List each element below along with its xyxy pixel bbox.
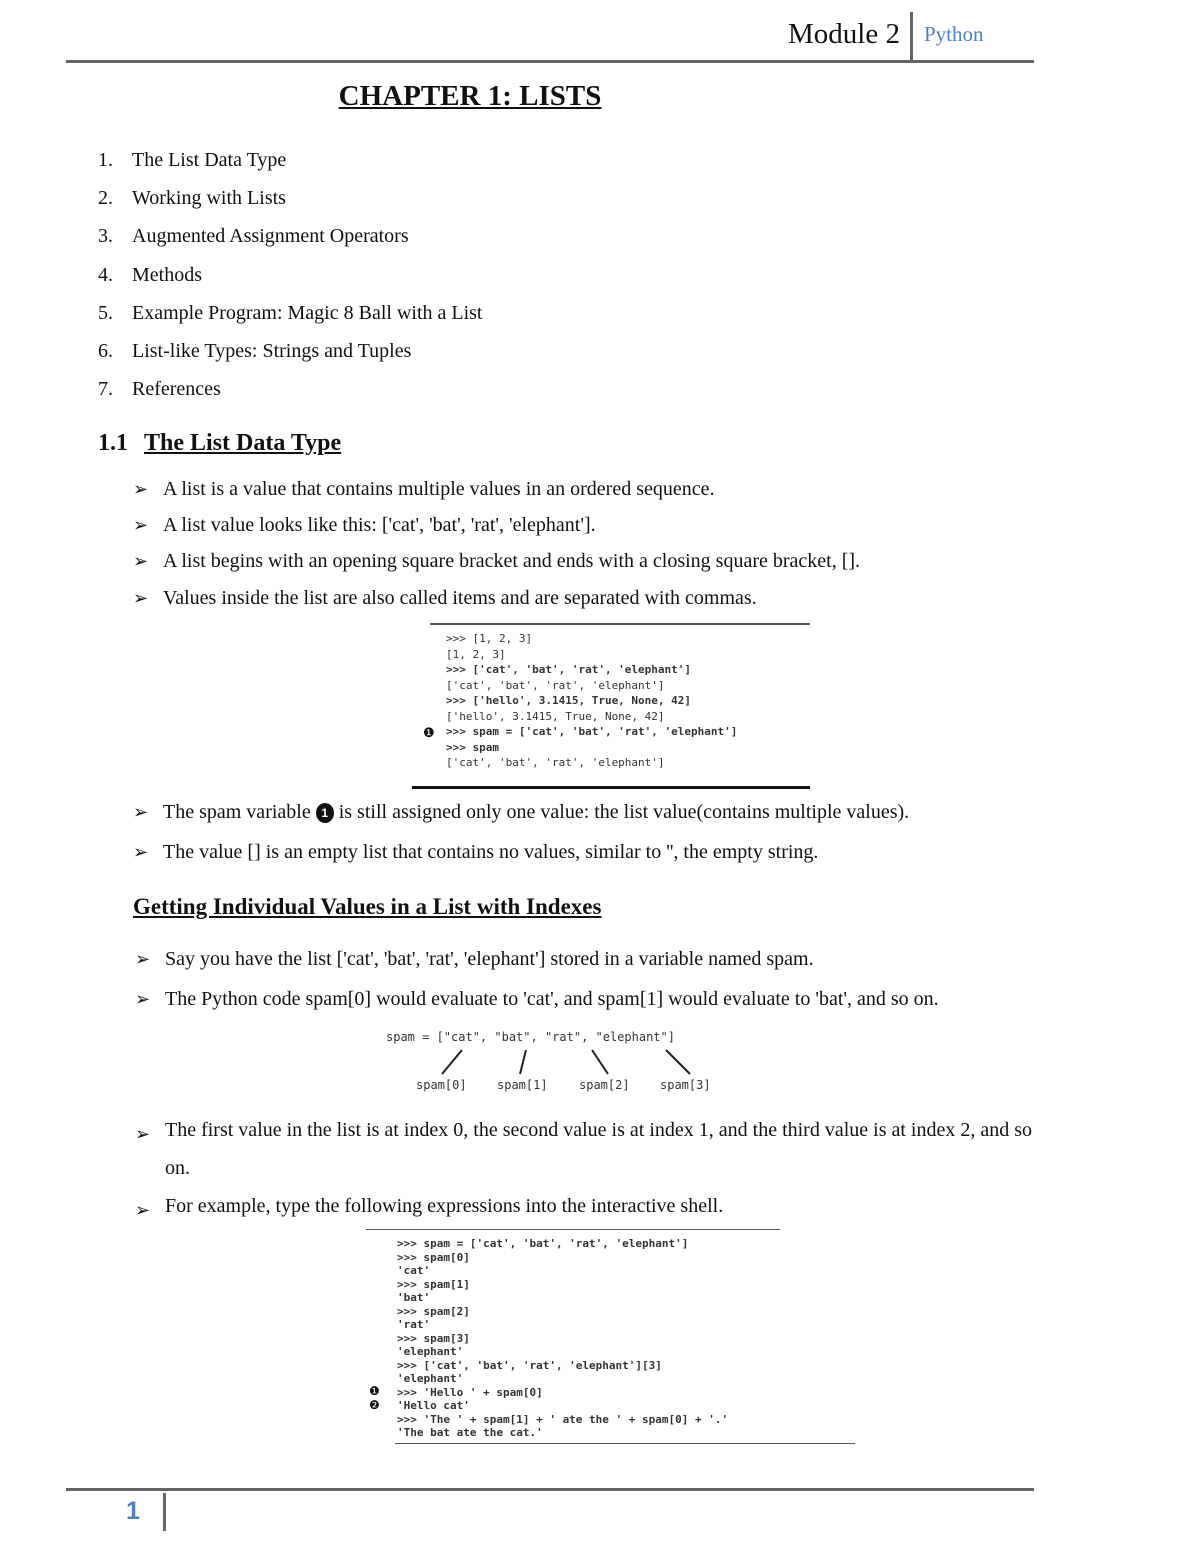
code-line: >>> 'Hello ' + spam[0] bbox=[397, 1385, 543, 1399]
toc-label: The List Data Type bbox=[132, 149, 287, 171]
toc-label: Example Program: Magic 8 Ball with a List bbox=[132, 301, 483, 324]
index-label: spam[3] bbox=[660, 1078, 711, 1092]
bullet-list bbox=[133, 474, 1013, 619]
code-block bbox=[397, 1237, 728, 1440]
bullet-list bbox=[135, 1111, 1045, 1225]
toc-label: Methods bbox=[132, 263, 202, 286]
toc-item bbox=[98, 221, 483, 259]
index-arrow bbox=[592, 1050, 608, 1074]
toc-num: 2. bbox=[98, 187, 113, 210]
callout-marker-icon: 1 bbox=[316, 803, 334, 823]
toc-num: 6. bbox=[98, 339, 113, 362]
bullet-item bbox=[133, 474, 1013, 510]
code-line: 'cat' bbox=[397, 1264, 431, 1277]
index-diagram-list: spam = ["cat", "bat", "rat", "elephant"] bbox=[386, 1030, 675, 1044]
toc-item bbox=[98, 183, 483, 221]
callout-marker-icon: ❶ bbox=[423, 725, 435, 740]
arrow-bullet-icon: ➢ bbox=[133, 842, 149, 862]
code-line: >>> spam = ['cat', 'bat', 'rat', 'elephant'] bbox=[446, 725, 738, 738]
toc-num: 1. bbox=[98, 149, 113, 171]
code-line: >>> spam[1] bbox=[397, 1277, 470, 1291]
bullet-list bbox=[135, 944, 1035, 1024]
bullet-item bbox=[135, 1187, 1045, 1225]
arrow-bullet-icon: ➢ bbox=[135, 1124, 151, 1144]
code-line: >>> spam[0] bbox=[397, 1250, 470, 1264]
bullet-text: The spam variable bbox=[163, 801, 311, 823]
toc-num: 7. bbox=[98, 378, 113, 401]
arrow-bullet-icon: ➢ bbox=[133, 551, 149, 572]
callout-marker-icon: ❶ bbox=[369, 1384, 380, 1398]
code-line: >>> 'The ' + spam[1] + ' ate the ' + spam[0] + '.' bbox=[397, 1412, 729, 1426]
chapter-title: CHAPTER 1: LISTS bbox=[338, 80, 602, 112]
index-label: spam[2] bbox=[579, 1078, 630, 1092]
toc-label: References bbox=[132, 378, 221, 401]
index-label: spam[0] bbox=[416, 1078, 467, 1092]
toc-item bbox=[98, 336, 483, 374]
arrow-bullet-icon: ➢ bbox=[135, 989, 151, 1009]
toc-num: 5. bbox=[98, 301, 113, 324]
bullet-text: The first value in the list is at index 0, the second value is at index 1, and the third value is at index 2, and so on. bbox=[165, 1119, 1033, 1179]
header-divider bbox=[910, 12, 913, 62]
code-line: >>> ['hello', 3.1415, True, None, 42] bbox=[446, 694, 692, 707]
toc-label: Augmented Assignment Operators bbox=[132, 225, 409, 248]
toc-item bbox=[98, 298, 483, 336]
module-label: Module 2 bbox=[788, 18, 900, 50]
index-diagram-arrows bbox=[400, 1046, 730, 1080]
bullet-text: Say you have the list ['cat', 'bat', 'rat', 'elephant'] stored in a variable named spam. bbox=[165, 948, 814, 970]
bullet-text: A list value looks like this: ['cat', 'bat', 'rat', 'elephant']. bbox=[163, 514, 596, 537]
code-line: ['cat', 'bat', 'rat', 'elephant'] bbox=[446, 756, 665, 769]
bullet-item bbox=[133, 510, 1013, 546]
section-title: The List Data Type bbox=[144, 430, 342, 456]
bullet-item bbox=[133, 797, 1033, 837]
bullet-text: A list is a value that contains multiple values in an ordered sequence. bbox=[163, 478, 715, 500]
toc-label: List-like Types: Strings and Tuples bbox=[132, 339, 412, 362]
code-line: >>> [1, 2, 3] bbox=[446, 632, 533, 645]
callout-marker-icon: ❷ bbox=[369, 1398, 380, 1412]
bullet-item bbox=[133, 837, 1033, 877]
toc-num: 3. bbox=[98, 225, 113, 248]
bullet-text: The Python code spam[0] would evaluate to 'cat', and spam[1] would evaluate to 'bat', and so on. bbox=[165, 988, 939, 1010]
bullet-text: is still assigned only one value: the list value(contains multiple values). bbox=[338, 801, 910, 823]
code-line: >>> ['cat', 'bat', 'rat', 'elephant'] bbox=[446, 663, 692, 676]
bullet-item bbox=[135, 984, 1035, 1024]
code-line: 'Hello cat' bbox=[397, 1399, 470, 1412]
arrow-bullet-icon: ➢ bbox=[133, 802, 149, 822]
code-line: 'bat' bbox=[397, 1291, 431, 1304]
code-bottom-rule bbox=[395, 1443, 855, 1444]
arrow-bullet-icon: ➢ bbox=[133, 515, 149, 536]
arrow-bullet-icon: ➢ bbox=[135, 949, 151, 969]
code-bottom-rule bbox=[412, 786, 810, 789]
code-line: >>> spam[3] bbox=[397, 1331, 470, 1345]
toc-num: 4. bbox=[98, 263, 113, 286]
bullet-item bbox=[135, 944, 1035, 984]
code-line: ['cat', 'bat', 'rat', 'elephant'] bbox=[446, 678, 665, 692]
code-line: 'The bat ate the cat.' bbox=[397, 1426, 543, 1439]
bullet-text: A list begins with an opening square bracket and ends with a closing square bracket, []. bbox=[163, 550, 861, 573]
code-line: 'rat' bbox=[397, 1318, 431, 1331]
index-arrow bbox=[442, 1050, 462, 1074]
arrow-bullet-icon: ➢ bbox=[133, 479, 149, 499]
bullet-text: The value [] is an empty list that contains no values, similar to '', the empty string. bbox=[163, 841, 819, 863]
arrow-bullet-icon: ➢ bbox=[133, 587, 149, 608]
subheading: Getting Individual Values in a List with Indexes bbox=[133, 894, 602, 919]
code-line: 'elephant' bbox=[397, 1345, 464, 1358]
footer-divider bbox=[163, 1493, 166, 1531]
code-block bbox=[446, 631, 737, 771]
code-line: [1, 2, 3] bbox=[446, 647, 506, 661]
arrow-bullet-icon: ➢ bbox=[135, 1200, 151, 1220]
toc-item bbox=[98, 145, 483, 183]
code-top-rule bbox=[366, 1229, 780, 1230]
subject-label: Python bbox=[924, 22, 984, 46]
toc-item bbox=[98, 374, 483, 412]
section-heading bbox=[98, 430, 341, 457]
toc-item bbox=[98, 260, 483, 298]
index-label: spam[1] bbox=[497, 1078, 548, 1092]
code-top-rule bbox=[430, 623, 810, 625]
index-arrow bbox=[666, 1050, 690, 1074]
code-line: 'elephant' bbox=[397, 1372, 464, 1385]
toc-label: Working with Lists bbox=[132, 187, 286, 210]
bullet-text: For example, type the following expressions into the interactive shell. bbox=[165, 1195, 724, 1217]
bullet-item bbox=[133, 546, 1013, 582]
bullet-item bbox=[133, 583, 1013, 619]
index-arrow bbox=[520, 1050, 526, 1074]
code-line: >>> spam bbox=[446, 740, 499, 754]
code-line: >>> spam = ['cat', 'bat', 'rat', 'elephant'] bbox=[397, 1237, 689, 1250]
bullet-text: Values inside the list are also called items and are separated with commas. bbox=[163, 586, 757, 609]
table-of-contents bbox=[98, 145, 483, 412]
header-rule bbox=[66, 60, 1034, 63]
page-number: 1 bbox=[126, 1497, 140, 1525]
footer-rule bbox=[66, 1488, 1034, 1491]
code-line: >>> ['cat', 'bat', 'rat', 'elephant'][3] bbox=[397, 1358, 662, 1372]
bullet-list bbox=[133, 797, 1033, 877]
section-number: 1.1 bbox=[98, 430, 128, 456]
code-line: ['hello', 3.1415, True, None, 42] bbox=[446, 709, 665, 723]
code-line: >>> spam[2] bbox=[397, 1304, 470, 1318]
bullet-item bbox=[135, 1111, 1045, 1187]
